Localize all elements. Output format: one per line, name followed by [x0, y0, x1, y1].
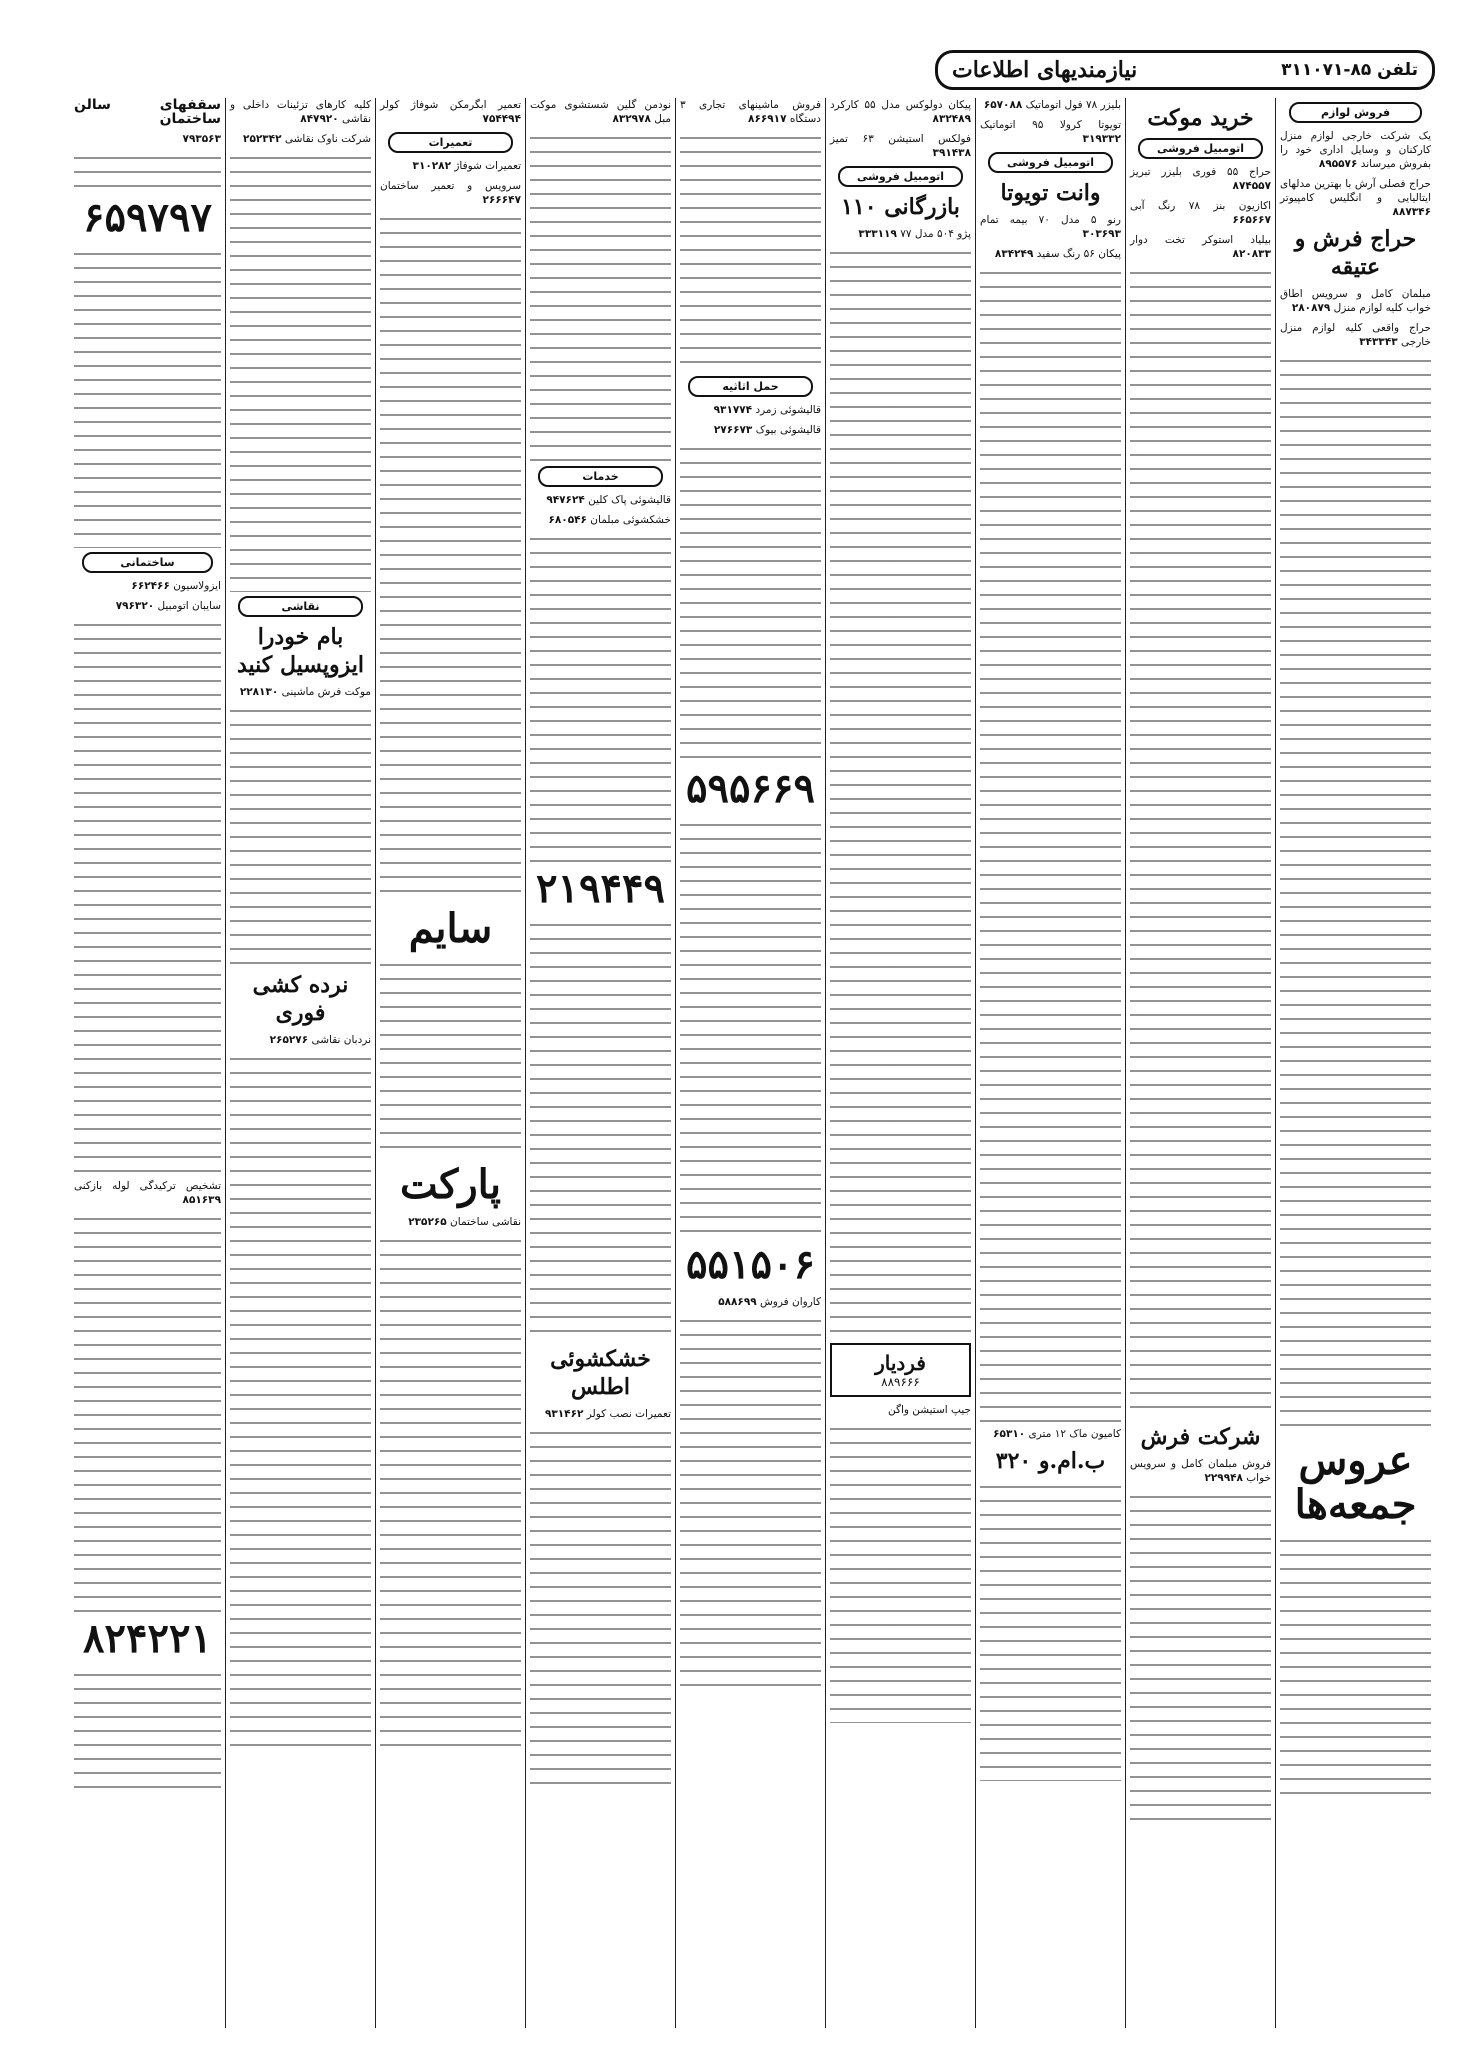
classified-ad: کلیه کارهای تزئینات داخلی و نقاشی ۸۴۷۹۲۰: [230, 99, 371, 125]
classified-ad: نردبان نقاشی ۲۶۵۲۷۶: [269, 1034, 371, 1046]
display-ad-headline: بام خودرا ایزوپسیل کنید: [236, 624, 364, 678]
classified-ad: خشکشوئی مبلمان ۶۸۰۵۴۶: [548, 514, 671, 526]
classified-ad: رنو ۵ مدل ۷۰ بیمه تمام ۳۰۳۶۹۳: [980, 214, 1121, 240]
display-ad-headline: عروس جمعه‌ها: [1294, 1437, 1417, 1528]
text-block: [530, 1427, 671, 1787]
display-ad-headline: ب.ام.و ۳۲۰: [995, 1448, 1106, 1474]
classified-ad: پیکان ۵۶ رنگ سفید ۸۳۴۲۴۹: [994, 248, 1121, 260]
display-ad-headline: فردیار: [875, 1351, 926, 1375]
classified-ad: حراج واقعی کلیه لوازم منزل خارجی ۳۴۳۳۴۳: [1280, 322, 1431, 348]
text-block: [680, 132, 821, 372]
classified-ad: سایبان اتومبیل ۷۹۶۳۲۰: [115, 600, 221, 612]
column-8: [225, 98, 375, 2028]
category-header: خدمات: [538, 466, 663, 487]
text-block: [680, 819, 821, 1239]
masthead-phone: تلفن ۸۵-۳۱۱۰۷۱: [1281, 60, 1418, 80]
display-ad-headline: بازرگانی ۱۱۰: [841, 194, 960, 220]
classified-ad: تشخیص ترکیدگی لوله بازکنی ۸۵۱۶۳۹: [74, 1180, 221, 1206]
classified-ad: فروش مبلمان کامل و سرویس خواب ۲۲۹۹۴۸: [1130, 1458, 1271, 1484]
text-block: [1280, 355, 1431, 1435]
display-ad-headline: ۲۱۹۴۴۹: [536, 865, 665, 912]
column-4: [825, 98, 975, 2028]
text-block: [74, 1213, 221, 1613]
category-header: اتومبیل فروشی: [1138, 138, 1263, 159]
masthead: [935, 50, 1435, 90]
classified-ad: نودمن گلین شستشوی موکت مبل ۸۳۲۹۷۸: [530, 99, 671, 125]
classifieds-columns: [40, 98, 1435, 2028]
column-7: [375, 98, 525, 2028]
classified-ad: کاروان فروش ۵۸۸۶۹۹: [718, 1296, 821, 1308]
display-ad-headline: پارکت: [400, 1161, 501, 1208]
classified-ad: فروش ماشینهای تجاری ۳ دستگاه ۸۶۶۹۱۷: [680, 99, 821, 125]
text-block: [680, 1315, 821, 1695]
column-5: [675, 98, 825, 2028]
classified-ad: کامیون ماک ۱۲ متری ۶۵۳۱۰: [993, 1428, 1121, 1440]
display-ad-headline: سایم: [408, 905, 493, 952]
text-block: [74, 248, 221, 548]
text-block: [530, 132, 671, 462]
display-ad-headline: ۵۵۱۵۰۶: [686, 1241, 815, 1288]
column-3: [975, 98, 1125, 2028]
text-block: [980, 1481, 1121, 1781]
column-1: [1275, 98, 1435, 2028]
classified-ad: اکازیون بنز ۷۸ رنگ آبی ۶۶۵۶۶۷: [1130, 200, 1271, 226]
classified-ad: سقفهای سالن ساختمان: [74, 98, 221, 127]
display-ad-headline: شرکت فرش: [1140, 1424, 1261, 1450]
classified-ad: سرویس و تعمیر ساختمان ۲۶۶۶۴۷: [380, 180, 521, 206]
text-block: [980, 267, 1121, 1427]
classified-ad: موکت فرش ماشینی ۲۲۸۱۳۰: [239, 686, 371, 698]
text-block: [230, 1053, 371, 1753]
text-block: [530, 919, 671, 1339]
classified-ad: پژو ۵۰۴ مدل ۷۷ ۳۳۳۱۱۹: [858, 228, 971, 240]
classified-ad: قالیشوئی بیوک ۲۷۶۶۷۳: [713, 424, 821, 436]
classified-ad: تعمیر ابگرمکن شوفاژ کولر ۷۵۴۴۹۴: [380, 99, 521, 125]
classified-ad: تویوتا کرولا ۹۵ اتوماتیک ۳۱۹۳۳۲: [980, 119, 1122, 145]
classified-ad: حراج فصلی آرش با بهترین مدلهای ایتالیایی و انگلیس کامپیوتر ۸۸۷۳۴۶: [1280, 178, 1431, 218]
classified-ad: حراج ۵۵ فوری بلیزر تبریز ۸۷۴۵۵۷: [1130, 166, 1271, 192]
column-9: [70, 98, 225, 2028]
display-ad-headline: نرده کشی فوری: [252, 972, 349, 1026]
classified-ad: نقاشی ساختمان ۲۳۵۲۶۵: [408, 1216, 521, 1228]
masthead-title: نیازمندیهای اطلاعات: [952, 57, 1138, 83]
classified-ad: یک شرکت خارجی لوازم منزل کارکنان و وسایل اداری خود را بفروش میرساند ۸۹۵۵۷۶: [1280, 130, 1431, 170]
classified-ad: ایزولاسیون ۶۶۲۴۶۶: [131, 580, 221, 592]
text-block: [1130, 1491, 1271, 1821]
display-ad-headline: ۸۲۴۲۲۱: [83, 1615, 212, 1662]
classified-ad: شرکت ناوک نقاشی ۲۵۲۳۴۲: [243, 133, 371, 145]
text-block: [1280, 1535, 1431, 1795]
text-block: [830, 247, 971, 1337]
text-block: [1130, 267, 1271, 1417]
display-ad-phone: ۸۸۹۶۶۶: [881, 1375, 920, 1389]
category-header: ساختمانی: [82, 552, 212, 573]
text-block: [230, 705, 371, 965]
classified-ad: مبلمان کامل و سرویس اطاق خواب کلیه لوازم منزل ۲۸۰۸۷۹: [1280, 288, 1431, 314]
category-header: اتومبیل فروشی: [988, 152, 1113, 173]
category-header: تعمیرات: [388, 132, 513, 153]
classified-ad: پیکان دولوکس مدل ۵۵ کارکرد ۸۳۲۴۸۹: [830, 99, 971, 125]
display-ad-headline: خرید موکت: [1147, 105, 1254, 131]
classified-ad: بیلیاد استوکر تخت دوار ۸۲۰۸۳۳: [1130, 234, 1271, 260]
display-ad-headline: ۶۵۹۷۹۷: [83, 194, 212, 241]
category-header: حمل اثاثیه: [688, 376, 813, 397]
classified-ad: فولکس استیشن ۶۳ تمیز ۳۹۱۴۳۸: [830, 133, 971, 159]
newspaper-page: [40, 40, 1435, 2030]
display-ad-headline: وانت تویوتا: [1000, 180, 1101, 206]
text-block: [380, 1235, 521, 1755]
display-ad-headline: خشکشوئی اطلس: [550, 1346, 651, 1400]
classified-ad: بلیزر ۷۸ فول اتوماتیک ۶۵۷۰۸۸: [983, 99, 1121, 111]
text-block: [74, 152, 221, 192]
text-block: [530, 533, 671, 863]
text-block: [74, 619, 221, 1179]
text-block: [680, 443, 821, 763]
text-block: [830, 1423, 971, 1723]
column-6: [525, 98, 675, 2028]
classified-ad: جیپ استیشن واگن: [887, 1404, 971, 1416]
classified-ad: تعمیرات نصب کولر ۹۳۱۴۶۲: [544, 1408, 671, 1420]
text-block: [380, 959, 521, 1159]
text-block: [230, 152, 371, 592]
category-header: اتومبیل فروشی: [838, 166, 963, 187]
classified-ad: تعمیرات شوفاژ ۳۱۰۲۸۲: [412, 160, 521, 172]
column-2: [1125, 98, 1275, 2028]
text-block: [74, 1669, 221, 1789]
classified-ad: قالیشوئی زمرد ۹۳۱۷۷۴: [713, 404, 821, 416]
text-block: [380, 213, 521, 903]
display-ad-headline: ۵۹۵۶۶۹: [686, 765, 815, 812]
category-header: نقاشی: [238, 596, 363, 617]
category-header: فروش لوازم: [1289, 102, 1423, 123]
classified-ad: قالیشوئی پاک کلین ۹۴۷۶۲۴: [546, 494, 671, 506]
display-ad-box: [830, 1343, 971, 1397]
classified-ad: ۷۹۳۵۶۳: [182, 133, 221, 145]
display-ad-headline: حراج فرش و عتیقه: [1294, 226, 1417, 280]
